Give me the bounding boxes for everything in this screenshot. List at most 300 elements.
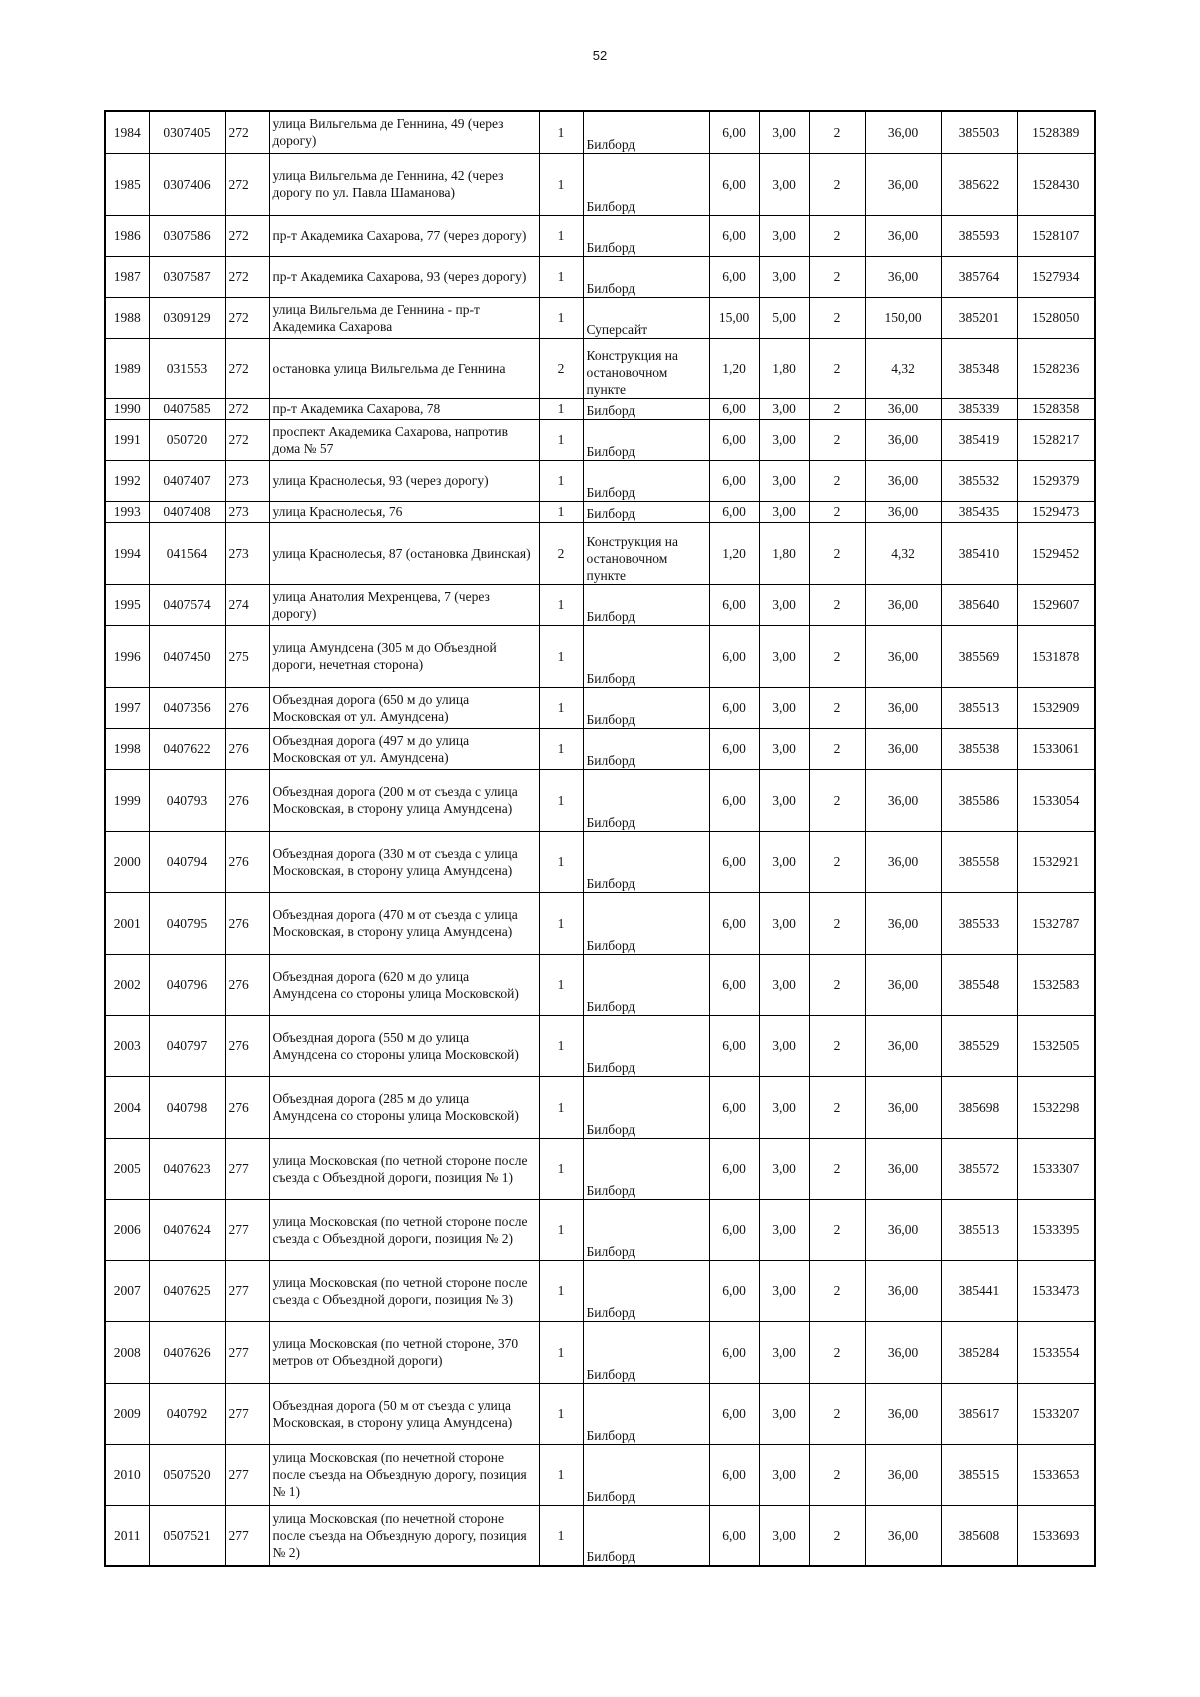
row-number: 1987 xyxy=(105,256,149,297)
height-cell: 3,00 xyxy=(759,1321,809,1383)
sides-cell: 2 xyxy=(809,1260,865,1321)
width-cell: 15,00 xyxy=(709,297,759,338)
structure-code: 0307586 xyxy=(149,215,225,256)
zone-number: 277 xyxy=(225,1138,269,1199)
width-cell: 6,00 xyxy=(709,1138,759,1199)
row-number: 1991 xyxy=(105,419,149,460)
table-row xyxy=(105,1321,1095,1383)
area-cell: 36,00 xyxy=(865,1138,941,1199)
table-row xyxy=(105,297,1095,338)
height-cell: 3,00 xyxy=(759,1076,809,1138)
zone-number: 276 xyxy=(225,954,269,1015)
sides-cell: 2 xyxy=(809,1321,865,1383)
area-cell: 36,00 xyxy=(865,460,941,501)
zone-number: 276 xyxy=(225,769,269,831)
height-cell: 3,00 xyxy=(759,892,809,954)
coord-x-cell: 385617 xyxy=(941,1383,1017,1444)
height-cell: 3,00 xyxy=(759,954,809,1015)
height-cell: 3,00 xyxy=(759,1383,809,1444)
area-cell: 36,00 xyxy=(865,1505,941,1566)
height-cell: 3,00 xyxy=(759,584,809,625)
coord-y-cell: 1533554 xyxy=(1017,1321,1095,1383)
zone-number: 277 xyxy=(225,1260,269,1321)
width-cell: 6,00 xyxy=(709,1321,759,1383)
row-number: 1997 xyxy=(105,687,149,728)
table-row xyxy=(105,831,1095,892)
coord-y-cell: 1529607 xyxy=(1017,584,1095,625)
table-row xyxy=(105,1076,1095,1138)
table-row xyxy=(105,1138,1095,1199)
area-cell: 36,00 xyxy=(865,769,941,831)
coord-x-cell: 385339 xyxy=(941,398,1017,419)
zone-number: 277 xyxy=(225,1505,269,1566)
structure-code: 040798 xyxy=(149,1076,225,1138)
coord-x-cell: 385622 xyxy=(941,153,1017,215)
structure-code: 040797 xyxy=(149,1015,225,1076)
coord-x-cell: 385532 xyxy=(941,460,1017,501)
row-number: 1986 xyxy=(105,215,149,256)
quantity-cell: 1 xyxy=(539,1199,583,1260)
table-row xyxy=(105,1444,1095,1505)
zone-number: 276 xyxy=(225,1015,269,1076)
address-cell: Объездная дорога (50 м от съезда с улица Московская, в сторону улица Амундсена) xyxy=(269,1383,539,1444)
width-cell: 6,00 xyxy=(709,1076,759,1138)
width-cell: 6,00 xyxy=(709,728,759,769)
area-cell: 36,00 xyxy=(865,215,941,256)
height-cell: 3,00 xyxy=(759,625,809,687)
table-row xyxy=(105,501,1095,522)
table-row xyxy=(105,522,1095,584)
coord-x-cell: 385538 xyxy=(941,728,1017,769)
page-number: 52 xyxy=(592,48,608,63)
structure-type: Билборд xyxy=(583,625,709,687)
coord-y-cell: 1529473 xyxy=(1017,501,1095,522)
row-number: 1985 xyxy=(105,153,149,215)
width-cell: 6,00 xyxy=(709,460,759,501)
coord-y-cell: 1531878 xyxy=(1017,625,1095,687)
area-cell: 4,32 xyxy=(865,338,941,398)
row-number: 2002 xyxy=(105,954,149,1015)
row-number: 2004 xyxy=(105,1076,149,1138)
structure-type: Билборд xyxy=(583,1015,709,1076)
table-row xyxy=(105,584,1095,625)
zone-number: 276 xyxy=(225,831,269,892)
area-cell: 36,00 xyxy=(865,256,941,297)
height-cell: 3,00 xyxy=(759,215,809,256)
table-row xyxy=(105,460,1095,501)
table-row xyxy=(105,256,1095,297)
row-number: 2009 xyxy=(105,1383,149,1444)
structure-type: Билборд xyxy=(583,1444,709,1505)
height-cell: 3,00 xyxy=(759,460,809,501)
quantity-cell: 1 xyxy=(539,728,583,769)
zone-number: 272 xyxy=(225,256,269,297)
structure-code: 050720 xyxy=(149,419,225,460)
coord-x-cell: 385558 xyxy=(941,831,1017,892)
width-cell: 6,00 xyxy=(709,831,759,892)
address-cell: улица Московская (по четной стороне после съезда с Объездной дороги, позиция № 3) xyxy=(269,1260,539,1321)
structure-type: Суперсайт xyxy=(583,297,709,338)
structure-type: Билборд xyxy=(583,398,709,419)
quantity-cell: 1 xyxy=(539,831,583,892)
sides-cell: 2 xyxy=(809,728,865,769)
address-cell: улица Московская (по нечетной стороне после съезда на Объездную дорогу, позиция № 1) xyxy=(269,1444,539,1505)
zone-number: 276 xyxy=(225,892,269,954)
zone-number: 275 xyxy=(225,625,269,687)
width-cell: 6,00 xyxy=(709,584,759,625)
coord-x-cell: 385572 xyxy=(941,1138,1017,1199)
quantity-cell: 1 xyxy=(539,584,583,625)
row-number: 2007 xyxy=(105,1260,149,1321)
structure-type: Билборд xyxy=(583,584,709,625)
zone-number: 273 xyxy=(225,460,269,501)
coord-x-cell: 385533 xyxy=(941,892,1017,954)
table-body xyxy=(105,111,1095,1566)
coord-y-cell: 1528389 xyxy=(1017,111,1095,153)
address-cell: Объездная дорога (200 м от съезда с улица Московская, в сторону улица Амундсена) xyxy=(269,769,539,831)
row-number: 2005 xyxy=(105,1138,149,1199)
width-cell: 6,00 xyxy=(709,892,759,954)
area-cell: 36,00 xyxy=(865,728,941,769)
coord-x-cell: 385698 xyxy=(941,1076,1017,1138)
structure-type: Билборд xyxy=(583,954,709,1015)
table-row xyxy=(105,338,1095,398)
address-cell: улица Краснолесья, 87 (остановка Двинская) xyxy=(269,522,539,584)
sides-cell: 2 xyxy=(809,338,865,398)
sides-cell: 2 xyxy=(809,297,865,338)
sides-cell: 2 xyxy=(809,831,865,892)
quantity-cell: 1 xyxy=(539,892,583,954)
address-cell: улица Краснолесья, 93 (через дорогу) xyxy=(269,460,539,501)
zone-number: 276 xyxy=(225,728,269,769)
row-number: 1992 xyxy=(105,460,149,501)
structure-type: Билборд xyxy=(583,1321,709,1383)
width-cell: 6,00 xyxy=(709,1260,759,1321)
zone-number: 274 xyxy=(225,584,269,625)
address-cell: улица Вильгельма де Геннина - пр-т Академика Сахарова xyxy=(269,297,539,338)
quantity-cell: 1 xyxy=(539,398,583,419)
coord-y-cell: 1528107 xyxy=(1017,215,1095,256)
width-cell: 6,00 xyxy=(709,1383,759,1444)
height-cell: 3,00 xyxy=(759,398,809,419)
coord-y-cell: 1528050 xyxy=(1017,297,1095,338)
width-cell: 6,00 xyxy=(709,687,759,728)
coord-x-cell: 385640 xyxy=(941,584,1017,625)
structure-code: 031553 xyxy=(149,338,225,398)
height-cell: 3,00 xyxy=(759,111,809,153)
quantity-cell: 1 xyxy=(539,625,583,687)
coord-x-cell: 385548 xyxy=(941,954,1017,1015)
quantity-cell: 1 xyxy=(539,687,583,728)
row-number: 1995 xyxy=(105,584,149,625)
row-number: 1996 xyxy=(105,625,149,687)
row-number: 1984 xyxy=(105,111,149,153)
structure-code: 0407626 xyxy=(149,1321,225,1383)
sides-cell: 2 xyxy=(809,954,865,1015)
area-cell: 36,00 xyxy=(865,892,941,954)
structure-code: 0407623 xyxy=(149,1138,225,1199)
sides-cell: 2 xyxy=(809,522,865,584)
area-cell: 36,00 xyxy=(865,501,941,522)
structure-code: 0407574 xyxy=(149,584,225,625)
quantity-cell: 1 xyxy=(539,460,583,501)
height-cell: 3,00 xyxy=(759,256,809,297)
area-cell: 36,00 xyxy=(865,419,941,460)
address-cell: улица Анатолия Мехренцева, 7 (через дорогу) xyxy=(269,584,539,625)
structure-type: Билборд xyxy=(583,728,709,769)
coord-x-cell: 385419 xyxy=(941,419,1017,460)
width-cell: 6,00 xyxy=(709,1015,759,1076)
quantity-cell: 1 xyxy=(539,1260,583,1321)
coord-x-cell: 385435 xyxy=(941,501,1017,522)
width-cell: 6,00 xyxy=(709,625,759,687)
quantity-cell: 2 xyxy=(539,338,583,398)
structure-code: 041564 xyxy=(149,522,225,584)
structure-type: Билборд xyxy=(583,1260,709,1321)
structure-type: Билборд xyxy=(583,1138,709,1199)
table-row xyxy=(105,1505,1095,1566)
address-cell: Объездная дорога (650 м до улица Московская от ул. Амундсена) xyxy=(269,687,539,728)
width-cell: 6,00 xyxy=(709,256,759,297)
area-cell: 36,00 xyxy=(865,1321,941,1383)
row-number: 1990 xyxy=(105,398,149,419)
height-cell: 3,00 xyxy=(759,501,809,522)
coord-y-cell: 1532787 xyxy=(1017,892,1095,954)
table-row xyxy=(105,111,1095,153)
structure-type: Билборд xyxy=(583,153,709,215)
coord-y-cell: 1533061 xyxy=(1017,728,1095,769)
coord-y-cell: 1528217 xyxy=(1017,419,1095,460)
structure-code: 0309129 xyxy=(149,297,225,338)
coord-x-cell: 385569 xyxy=(941,625,1017,687)
structure-code: 040794 xyxy=(149,831,225,892)
sides-cell: 2 xyxy=(809,687,865,728)
quantity-cell: 1 xyxy=(539,1505,583,1566)
table-row xyxy=(105,728,1095,769)
structure-type: Билборд xyxy=(583,501,709,522)
height-cell: 3,00 xyxy=(759,1444,809,1505)
width-cell: 1,20 xyxy=(709,522,759,584)
area-cell: 36,00 xyxy=(865,398,941,419)
coord-y-cell: 1532583 xyxy=(1017,954,1095,1015)
area-cell: 36,00 xyxy=(865,153,941,215)
structure-code: 0407625 xyxy=(149,1260,225,1321)
zone-number: 277 xyxy=(225,1199,269,1260)
sides-cell: 2 xyxy=(809,1076,865,1138)
table-row xyxy=(105,419,1095,460)
row-number: 2010 xyxy=(105,1444,149,1505)
quantity-cell: 1 xyxy=(539,1138,583,1199)
structure-type: Билборд xyxy=(583,769,709,831)
coord-x-cell: 385201 xyxy=(941,297,1017,338)
area-cell: 36,00 xyxy=(865,954,941,1015)
sides-cell: 2 xyxy=(809,1444,865,1505)
sides-cell: 2 xyxy=(809,215,865,256)
address-cell: пр-т Академика Сахарова, 77 (через дорогу) xyxy=(269,215,539,256)
sides-cell: 2 xyxy=(809,625,865,687)
width-cell: 6,00 xyxy=(709,954,759,1015)
row-number: 1988 xyxy=(105,297,149,338)
sides-cell: 2 xyxy=(809,892,865,954)
width-cell: 6,00 xyxy=(709,398,759,419)
coord-y-cell: 1528236 xyxy=(1017,338,1095,398)
coord-y-cell: 1533307 xyxy=(1017,1138,1095,1199)
width-cell: 6,00 xyxy=(709,215,759,256)
address-cell: улица Вильгельма де Геннина, 42 (через дорогу по ул. Павла Шаманова) xyxy=(269,153,539,215)
structure-type: Билборд xyxy=(583,831,709,892)
sides-cell: 2 xyxy=(809,1199,865,1260)
address-cell: проспект Академика Сахарова, напротив дома № 57 xyxy=(269,419,539,460)
height-cell: 5,00 xyxy=(759,297,809,338)
row-number: 2003 xyxy=(105,1015,149,1076)
table-row xyxy=(105,398,1095,419)
height-cell: 3,00 xyxy=(759,153,809,215)
area-cell: 36,00 xyxy=(865,1015,941,1076)
coord-y-cell: 1533653 xyxy=(1017,1444,1095,1505)
zone-number: 277 xyxy=(225,1321,269,1383)
coord-y-cell: 1533693 xyxy=(1017,1505,1095,1566)
zone-number: 272 xyxy=(225,297,269,338)
height-cell: 3,00 xyxy=(759,419,809,460)
sides-cell: 2 xyxy=(809,256,865,297)
width-cell: 6,00 xyxy=(709,111,759,153)
structure-type: Билборд xyxy=(583,111,709,153)
quantity-cell: 1 xyxy=(539,1444,583,1505)
structure-code: 040793 xyxy=(149,769,225,831)
row-number: 1998 xyxy=(105,728,149,769)
sides-cell: 2 xyxy=(809,769,865,831)
quantity-cell: 1 xyxy=(539,419,583,460)
sides-cell: 2 xyxy=(809,584,865,625)
zone-number: 277 xyxy=(225,1383,269,1444)
coord-y-cell: 1532909 xyxy=(1017,687,1095,728)
coord-y-cell: 1533473 xyxy=(1017,1260,1095,1321)
zone-number: 277 xyxy=(225,1444,269,1505)
coord-x-cell: 385529 xyxy=(941,1015,1017,1076)
quantity-cell: 1 xyxy=(539,1383,583,1444)
height-cell: 3,00 xyxy=(759,728,809,769)
area-cell: 36,00 xyxy=(865,1199,941,1260)
coord-x-cell: 385410 xyxy=(941,522,1017,584)
row-number: 2008 xyxy=(105,1321,149,1383)
quantity-cell: 1 xyxy=(539,1015,583,1076)
structure-code: 040795 xyxy=(149,892,225,954)
height-cell: 3,00 xyxy=(759,1505,809,1566)
row-number: 1994 xyxy=(105,522,149,584)
row-number: 1989 xyxy=(105,338,149,398)
advertising-structures-table xyxy=(104,110,1096,1567)
row-number: 1993 xyxy=(105,501,149,522)
coord-x-cell: 385513 xyxy=(941,1199,1017,1260)
coord-y-cell: 1532298 xyxy=(1017,1076,1095,1138)
quantity-cell: 1 xyxy=(539,1076,583,1138)
area-cell: 36,00 xyxy=(865,687,941,728)
table-row xyxy=(105,153,1095,215)
height-cell: 3,00 xyxy=(759,1015,809,1076)
row-number: 2000 xyxy=(105,831,149,892)
structure-type: Конструкция на остановочном пункте xyxy=(583,522,709,584)
area-cell: 36,00 xyxy=(865,1444,941,1505)
height-cell: 3,00 xyxy=(759,769,809,831)
zone-number: 276 xyxy=(225,1076,269,1138)
row-number: 1999 xyxy=(105,769,149,831)
zone-number: 276 xyxy=(225,687,269,728)
structure-type: Билборд xyxy=(583,419,709,460)
address-cell: улица Вильгельма де Геннина, 49 (через дорогу) xyxy=(269,111,539,153)
table-row xyxy=(105,215,1095,256)
area-cell: 36,00 xyxy=(865,111,941,153)
sides-cell: 2 xyxy=(809,1505,865,1566)
width-cell: 6,00 xyxy=(709,1199,759,1260)
quantity-cell: 1 xyxy=(539,111,583,153)
structure-type: Билборд xyxy=(583,1076,709,1138)
address-cell: улица Амундсена (305 м до Объездной дороги, нечетная сторона) xyxy=(269,625,539,687)
address-cell: улица Московская (по четной стороне после съезда с Объездной дороги, позиция № 2) xyxy=(269,1199,539,1260)
structure-type: Билборд xyxy=(583,1505,709,1566)
sides-cell: 2 xyxy=(809,1015,865,1076)
area-cell: 4,32 xyxy=(865,522,941,584)
coord-x-cell: 385441 xyxy=(941,1260,1017,1321)
address-cell: Объездная дорога (620 м до улица Амундсена со стороны улица Московской) xyxy=(269,954,539,1015)
structure-code: 0507521 xyxy=(149,1505,225,1566)
area-cell: 36,00 xyxy=(865,1260,941,1321)
address-cell: Объездная дорога (550 м до улица Амундсена со стороны улица Московской) xyxy=(269,1015,539,1076)
address-cell: улица Краснолесья, 76 xyxy=(269,501,539,522)
quantity-cell: 1 xyxy=(539,954,583,1015)
zone-number: 272 xyxy=(225,419,269,460)
table-row xyxy=(105,892,1095,954)
sides-cell: 2 xyxy=(809,1138,865,1199)
zone-number: 272 xyxy=(225,338,269,398)
width-cell: 1,20 xyxy=(709,338,759,398)
table-row xyxy=(105,954,1095,1015)
coord-y-cell: 1533054 xyxy=(1017,769,1095,831)
table-row xyxy=(105,625,1095,687)
structure-code: 0407585 xyxy=(149,398,225,419)
structure-code: 040792 xyxy=(149,1383,225,1444)
coord-y-cell: 1529379 xyxy=(1017,460,1095,501)
row-number: 2001 xyxy=(105,892,149,954)
address-cell: пр-т Академика Сахарова, 93 (через дорогу) xyxy=(269,256,539,297)
height-cell: 3,00 xyxy=(759,687,809,728)
table-row xyxy=(105,769,1095,831)
coord-x-cell: 385284 xyxy=(941,1321,1017,1383)
structure-code: 0407408 xyxy=(149,501,225,522)
zone-number: 272 xyxy=(225,398,269,419)
structure-code: 0307405 xyxy=(149,111,225,153)
row-number: 2006 xyxy=(105,1199,149,1260)
sides-cell: 2 xyxy=(809,111,865,153)
address-cell: Объездная дорога (497 м до улица Московская от ул. Амундсена) xyxy=(269,728,539,769)
width-cell: 6,00 xyxy=(709,153,759,215)
row-number: 2011 xyxy=(105,1505,149,1566)
table-row xyxy=(105,1383,1095,1444)
area-cell: 36,00 xyxy=(865,1076,941,1138)
structure-type: Билборд xyxy=(583,1199,709,1260)
zone-number: 273 xyxy=(225,501,269,522)
structure-code: 0407356 xyxy=(149,687,225,728)
width-cell: 6,00 xyxy=(709,1505,759,1566)
coord-y-cell: 1528358 xyxy=(1017,398,1095,419)
address-cell: пр-т Академика Сахарова, 78 xyxy=(269,398,539,419)
coord-x-cell: 385764 xyxy=(941,256,1017,297)
quantity-cell: 1 xyxy=(539,256,583,297)
address-cell: улица Московская (по нечетной стороне после съезда на Объездную дорогу, позиция № 2) xyxy=(269,1505,539,1566)
coord-y-cell: 1533207 xyxy=(1017,1383,1095,1444)
structure-type: Билборд xyxy=(583,215,709,256)
coord-y-cell: 1528430 xyxy=(1017,153,1095,215)
address-cell: Объездная дорога (285 м до улица Амундсена со стороны улица Московской) xyxy=(269,1076,539,1138)
